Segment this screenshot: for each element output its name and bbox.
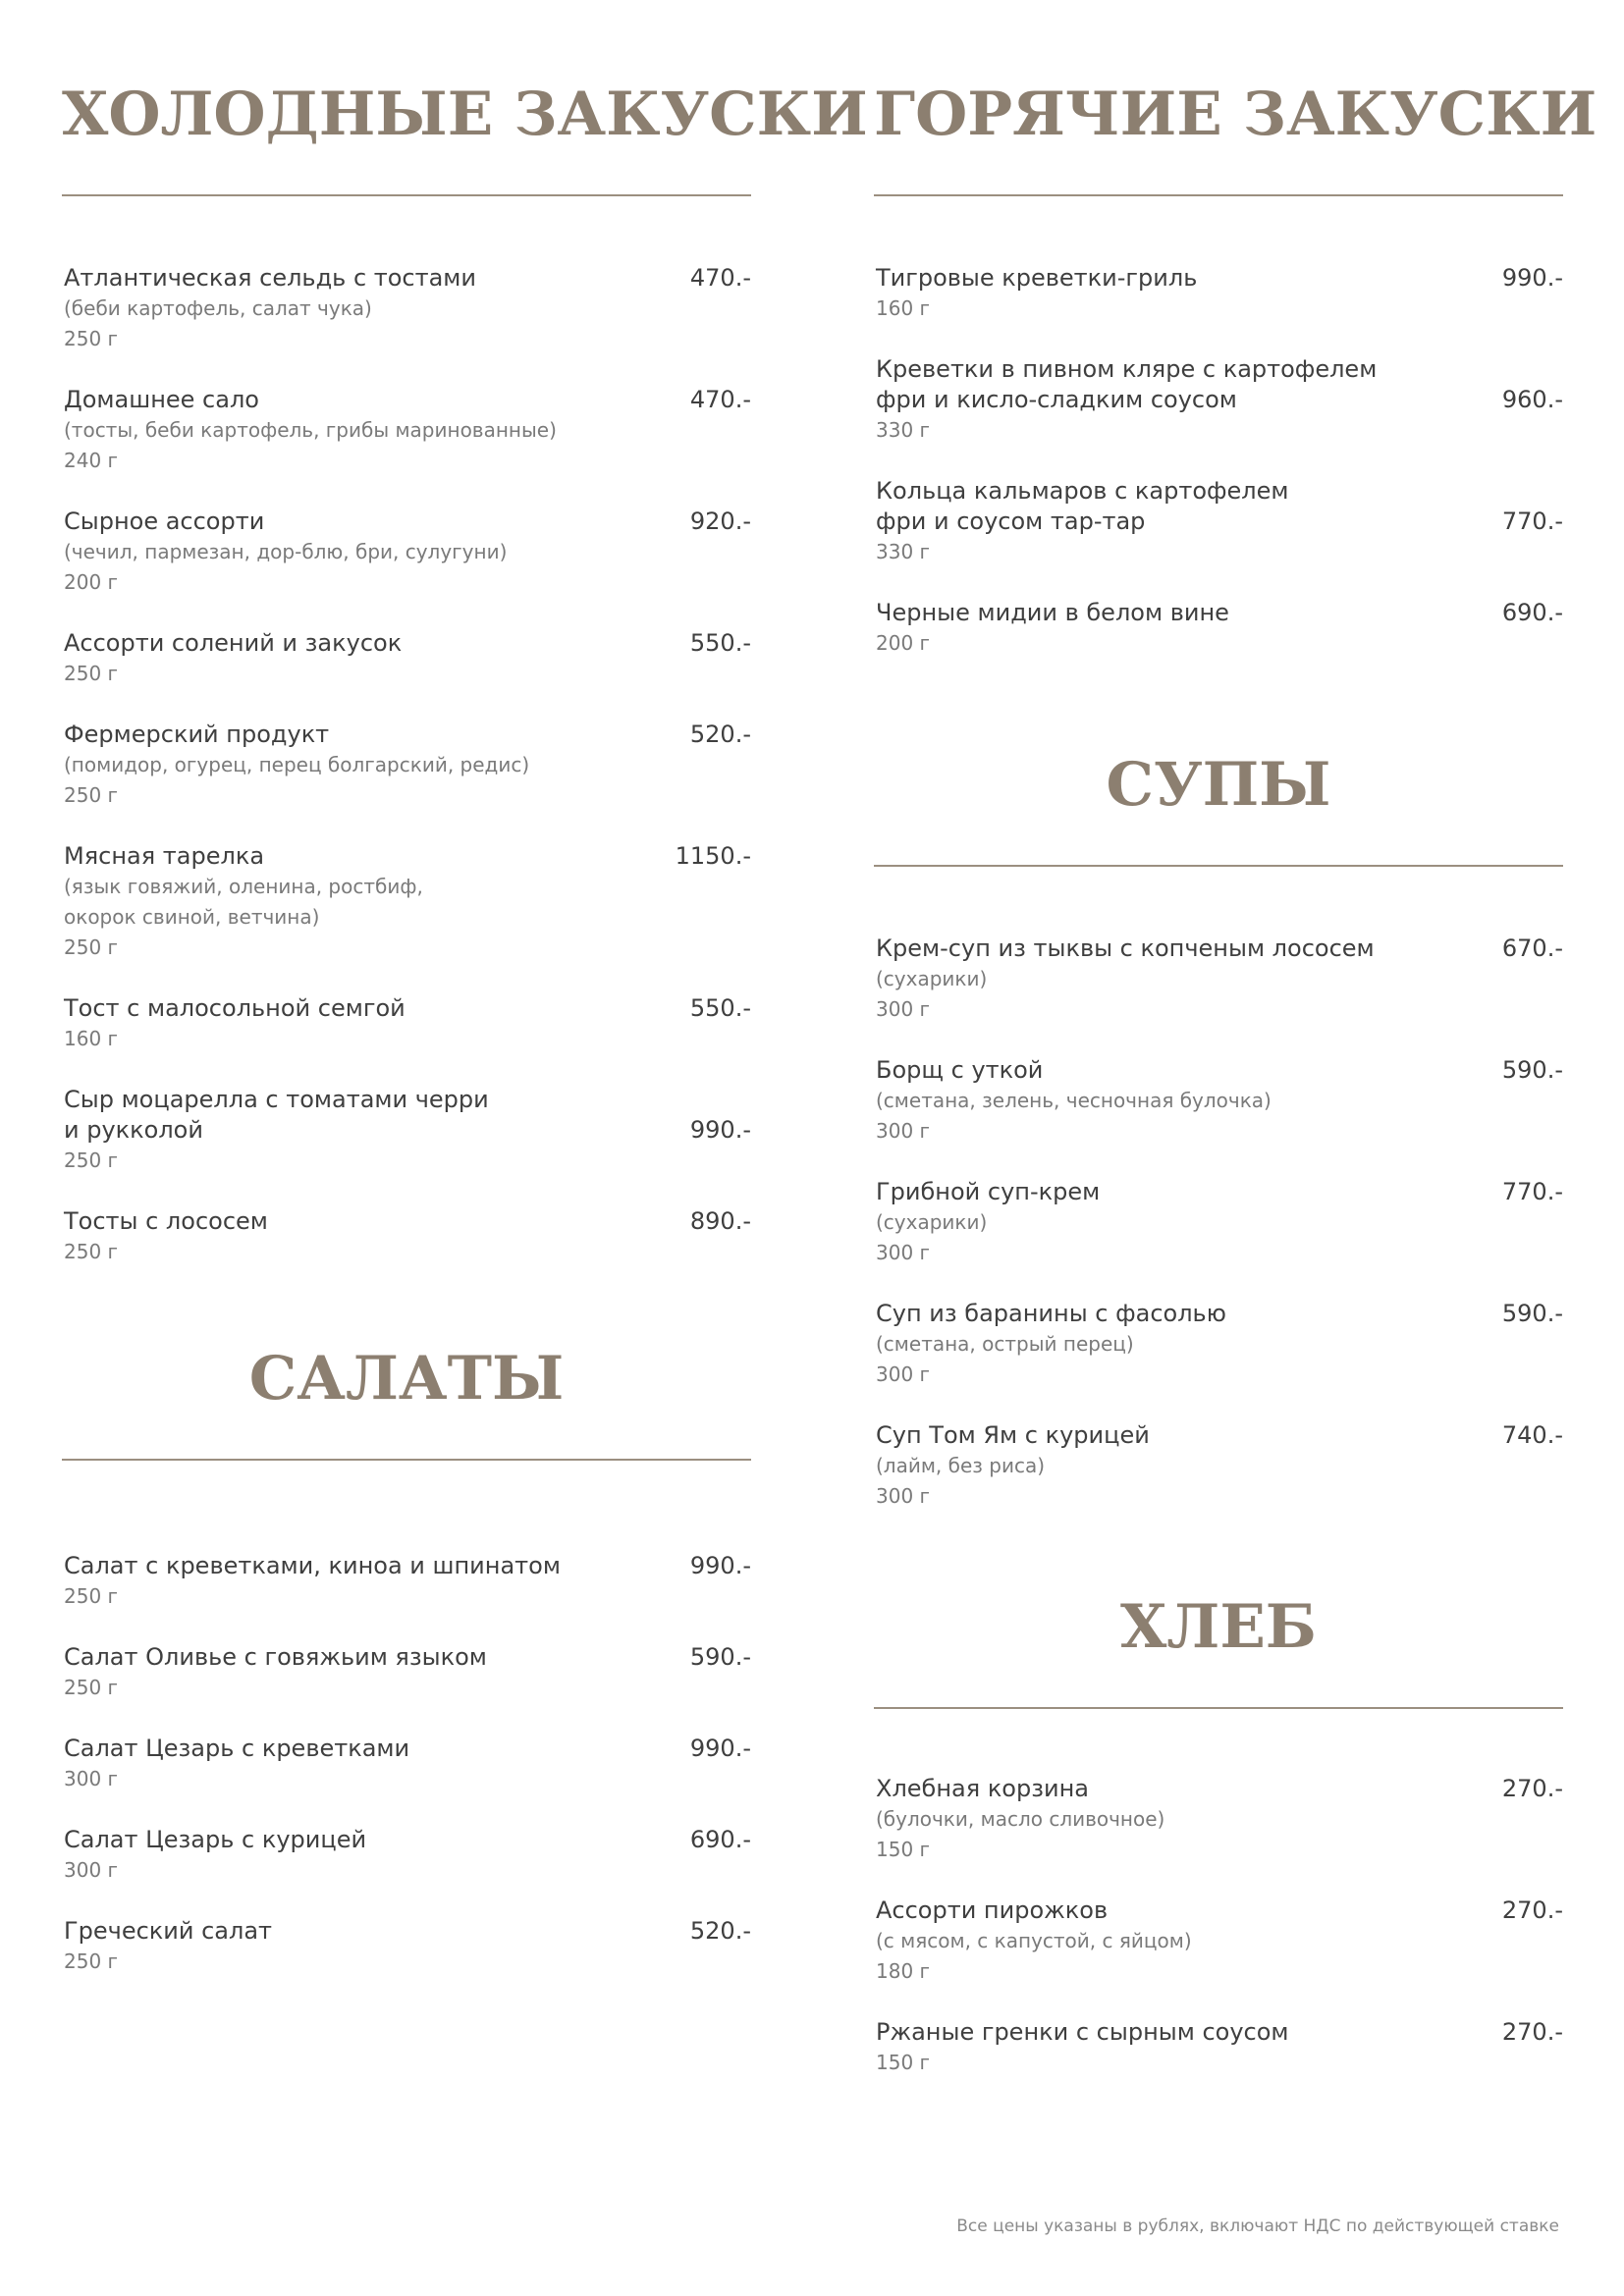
menu-item — [64, 385, 751, 476]
dish-weight: 300 г — [876, 1119, 931, 1143]
dish-price: 920.- — [689, 507, 751, 535]
dish-price: 590.- — [689, 1643, 751, 1671]
dish-name: Салат Цезарь с курицей — [64, 1826, 367, 1853]
dish-name: Греческий салат — [64, 1917, 273, 1945]
menu-item-list — [64, 263, 751, 1298]
dish-name: Хлебная корзина — [876, 1775, 1089, 1802]
dish-weight: 250 г — [64, 1676, 119, 1699]
dish-description: (сухарики) — [876, 1210, 988, 1234]
dish-weight: 250 г — [64, 327, 119, 350]
dish-price: 270.- — [1501, 2018, 1563, 2046]
dish-weight: 300 г — [64, 1767, 119, 1790]
menu-item — [64, 1825, 751, 1886]
menu-item — [64, 1642, 751, 1703]
dish-price: 990.- — [689, 1735, 751, 1762]
dish-price: 960.- — [1501, 386, 1563, 413]
dish-weight: 250 г — [64, 1949, 119, 1973]
menu-item — [876, 1774, 1563, 1865]
menu-item — [64, 1916, 751, 1977]
dish-weight: 200 г — [64, 570, 119, 594]
dish-description: (тосты, беби картофель, грибы маринованные) — [64, 418, 557, 442]
dish-price: 770.- — [1501, 1178, 1563, 1205]
dish-name: Фермерский продукт — [64, 721, 330, 748]
menu-item — [64, 993, 751, 1054]
section-hot-appetizers — [874, 80, 1597, 655]
dish-weight: 300 г — [876, 1484, 931, 1508]
dish-description: (сметана, зелень, чесночная булочка) — [876, 1089, 1272, 1112]
dish-weight: 250 г — [64, 783, 119, 807]
dish-name: Домашнее сало — [64, 386, 259, 413]
dish-name: Ассорти солений и закусок — [64, 629, 403, 657]
dish-price: 990.- — [689, 1552, 751, 1579]
menu-item — [876, 1420, 1563, 1512]
dish-name: Ассорти пирожков — [876, 1896, 1109, 1924]
dish-weight: 250 г — [64, 1584, 119, 1608]
dish-name: Суп Том Ям с курицей — [876, 1421, 1150, 1449]
menu-item — [64, 720, 751, 811]
dish-price: 670.- — [1501, 934, 1563, 962]
menu-item — [876, 476, 1563, 567]
section-bread — [874, 1592, 1563, 2074]
section-title: ХЛЕБ — [1120, 1592, 1317, 1662]
dish-weight: 150 г — [876, 2051, 931, 2074]
menu-item — [876, 598, 1563, 659]
menu-item — [64, 628, 751, 689]
menu-item-list — [64, 1551, 751, 2007]
dish-name: Сырное ассорти — [64, 507, 265, 535]
dish-name: Борщ с уткой — [876, 1056, 1044, 1084]
dish-weight: 250 г — [64, 1240, 119, 1263]
dish-weight: 300 г — [876, 1241, 931, 1264]
dish-weight: 250 г — [64, 1148, 119, 1172]
dish-name: Салат Цезарь с креветками — [64, 1735, 410, 1762]
section-title: САЛАТЫ — [248, 1344, 565, 1414]
dish-description: (с мясом, с капустой, с яйцом) — [876, 1929, 1192, 1952]
dish-price: 990.- — [689, 1116, 751, 1144]
dish-description: (сметана, острый перец) — [876, 1332, 1134, 1356]
menu-item-list — [876, 934, 1563, 1542]
dish-name: Мясная тарелка — [64, 842, 265, 870]
dish-description: (язык говяжий, оленина, ростбиф, окорок свиной, ветчина) — [64, 875, 423, 929]
dish-name: Суп из баранины с фасолью — [876, 1300, 1226, 1327]
dish-price: 590.- — [1501, 1056, 1563, 1084]
dish-weight: 300 г — [64, 1858, 119, 1882]
dish-name: Атлантическая сельдь с тостами — [64, 264, 477, 292]
dish-price: 270.- — [1501, 1896, 1563, 1924]
dish-price: 550.- — [689, 629, 751, 657]
dish-name: Салат Оливье с говяжьим языком — [64, 1643, 487, 1671]
dish-weight: 330 г — [876, 540, 931, 563]
dish-price: 470.- — [689, 386, 751, 413]
dish-weight: 180 г — [876, 1959, 931, 1983]
section-soups — [874, 750, 1563, 1508]
dish-price: 690.- — [1501, 599, 1563, 626]
dish-name: Салат с креветками, киноа и шпинатом — [64, 1552, 561, 1579]
dish-name: Крем-суп из тыквы с копченым лососем — [876, 934, 1375, 962]
menu-item — [64, 1085, 751, 1176]
dish-description: (сухарики) — [876, 967, 988, 990]
menu-item — [876, 1299, 1563, 1390]
section-divider — [874, 194, 1563, 196]
dish-name: Кольца кальмаров с картофелем фри и соусом тар-тар — [876, 477, 1289, 535]
dish-weight: 240 г — [64, 449, 119, 472]
dish-name: Ржаные гренки с сырным соусом — [876, 2018, 1289, 2046]
section-divider — [874, 1707, 1563, 1709]
dish-name: Креветки в пивном кляре с картофелем фри и кисло-сладким соусом — [876, 355, 1378, 413]
section-title: ХОЛОДНЫЕ ЗАКУСКИ — [62, 80, 868, 149]
dish-weight: 200 г — [876, 631, 931, 655]
dish-price: 690.- — [689, 1826, 751, 1853]
dish-weight: 330 г — [876, 418, 931, 442]
dish-description: (чечил, пармезан, дор-блю, бри, сулугуни) — [64, 540, 508, 563]
dish-name: Грибной суп-крем — [876, 1178, 1101, 1205]
dish-price: 740.- — [1501, 1421, 1563, 1449]
dish-price: 470.- — [689, 264, 751, 292]
dish-name: Тигровые креветки-гриль — [876, 264, 1198, 292]
menu-item — [64, 1551, 751, 1612]
dish-weight: 160 г — [64, 1027, 119, 1050]
dish-weight: 300 г — [876, 1362, 931, 1386]
menu-item — [876, 934, 1563, 1025]
section-title: СУПЫ — [1106, 750, 1331, 820]
dish-price: 520.- — [689, 1917, 751, 1945]
menu-item — [876, 1177, 1563, 1268]
section-cold-appetizers — [62, 80, 868, 1263]
menu-item — [64, 1206, 751, 1267]
menu-item — [64, 1734, 751, 1794]
menu-item — [876, 263, 1563, 324]
menu-item-list — [876, 1774, 1563, 2109]
dish-description: (помидор, огурец, перец болгарский, редис) — [64, 753, 530, 776]
dish-price: 590.- — [1501, 1300, 1563, 1327]
section-salads — [62, 1344, 751, 1973]
menu-item — [876, 1055, 1563, 1147]
dish-weight: 150 г — [876, 1838, 931, 1861]
dish-weight: 250 г — [64, 662, 119, 685]
dish-price: 270.- — [1501, 1775, 1563, 1802]
dish-weight: 160 г — [876, 296, 931, 320]
dish-description: (беби картофель, салат чука) — [64, 296, 372, 320]
dish-description: (булочки, масло сливочное) — [876, 1807, 1165, 1831]
dish-name: Тосты с лососем — [64, 1207, 268, 1235]
dish-name: Черные мидии в белом вине — [876, 599, 1229, 626]
dish-price: 520.- — [689, 721, 751, 748]
price-disclaimer: Все цены указаны в рублях, включают НДС по действующей ставке — [956, 2216, 1559, 2236]
dish-price: 990.- — [1501, 264, 1563, 292]
dish-price: 770.- — [1501, 507, 1563, 535]
menu-item — [876, 354, 1563, 446]
section-title: ГОРЯЧИЕ ЗАКУСКИ — [874, 80, 1597, 149]
menu-item — [64, 507, 751, 598]
menu-item — [876, 2017, 1563, 2078]
dish-name: Сыр моцарелла с томатами черри и рукколой — [64, 1086, 489, 1144]
dish-price: 550.- — [689, 994, 751, 1022]
section-divider — [874, 865, 1563, 867]
menu-item — [876, 1896, 1563, 1987]
section-divider — [62, 1459, 751, 1461]
section-divider — [62, 194, 751, 196]
dish-price: 1150.- — [675, 842, 751, 870]
dish-weight: 300 г — [876, 997, 931, 1021]
menu-item — [64, 841, 751, 963]
dish-name: Тост с малосольной семгой — [64, 994, 406, 1022]
dish-price: 890.- — [689, 1207, 751, 1235]
menu-item-list — [876, 263, 1563, 689]
dish-description: (лайм, без риса) — [876, 1454, 1046, 1477]
menu-item — [64, 263, 751, 354]
dish-weight: 250 г — [64, 935, 119, 959]
